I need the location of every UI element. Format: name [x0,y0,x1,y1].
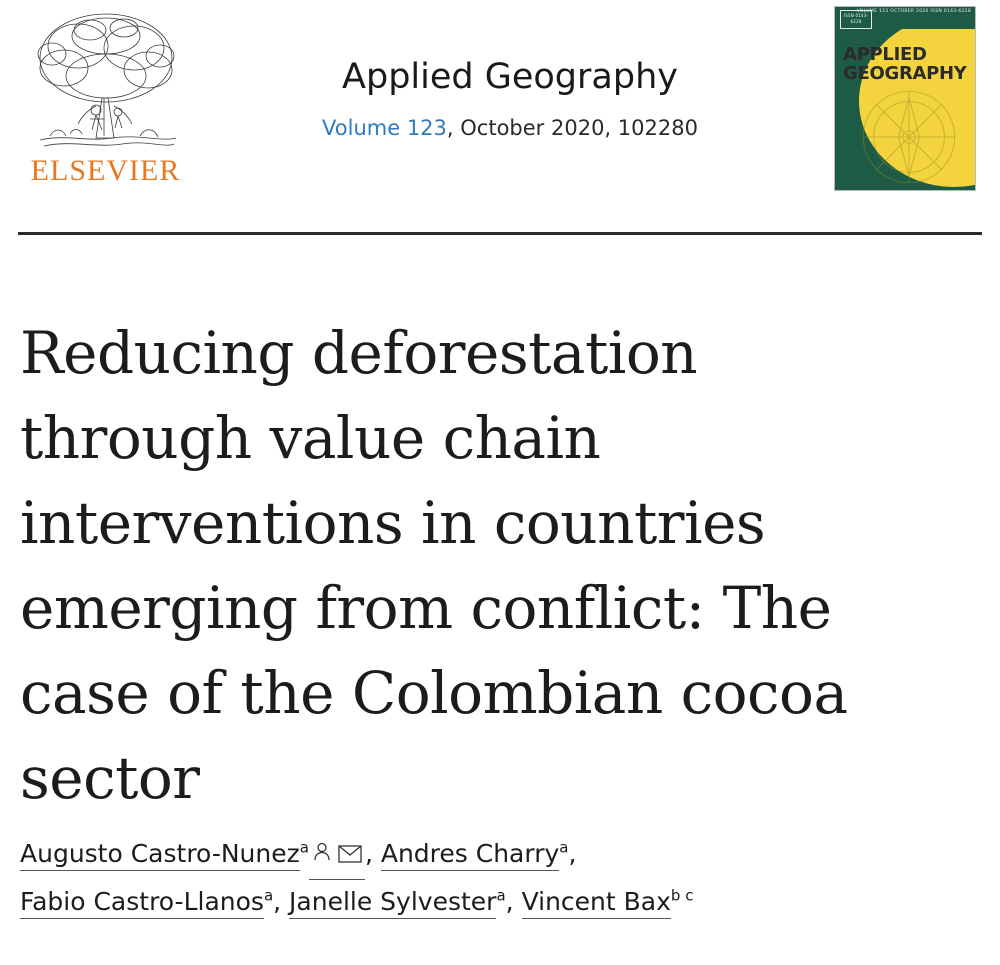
author-separator: , [273,887,290,916]
cover-title-line2: GEOGRAPHY [843,63,967,84]
elsevier-wordmark: ELSEVIER [30,154,181,187]
author-name[interactable]: Vincent Bax [522,887,671,919]
cover-issue-text: VOLUME 123 OCTOBER 2020 ISSN 0143-6228 [856,9,971,14]
journal-issue-date: , October 2020, 102280 [446,116,698,140]
compass-icon [857,85,961,189]
journal-volume-link[interactable]: Volume 123 [322,116,447,140]
author-profile-icon[interactable] [312,833,332,877]
author-separator: , [568,839,577,868]
journal-title[interactable]: Applied Geography [342,57,678,97]
author-item[interactable] [289,887,506,916]
author-name[interactable]: Augusto Castro-Nunez [20,839,300,871]
author-item[interactable] [20,839,365,868]
author-list [20,832,970,924]
author-item[interactable] [522,887,694,916]
author-affiliation: a [559,838,569,857]
author-separator: , [505,887,522,916]
author-affiliation: a [299,838,309,857]
elsevier-tree-logo-icon [18,6,193,158]
journal-issue-line [210,116,810,140]
author-item[interactable] [20,887,273,916]
author-name[interactable]: Andres Charry [381,839,559,871]
journal-info [210,56,810,140]
author-affiliation: a [263,886,274,905]
author-item[interactable] [381,839,569,868]
author-name[interactable]: Fabio Castro-Llanos [20,887,264,919]
page-title: Reducing deforestation through value chain interventions in countries emerging from conflict: The case of the Colombian cocoa sector [20,318,848,812]
author-affiliation: b c [670,886,694,905]
journal-header [0,0,1000,200]
header-divider [18,232,982,235]
elsevier-logo [18,6,193,196]
cover-title-line1: APPLIED [843,44,927,65]
journal-cover-thumbnail[interactable] [834,6,976,191]
author-contact-icons[interactable] [309,832,365,880]
cover-title [843,45,969,83]
author-email-icon[interactable] [338,833,362,877]
cover-publisher-mark: ISSN 0143-6228 [840,10,872,29]
author-affiliation: a [496,886,506,905]
author-separator: , [364,839,381,868]
author-name[interactable]: Janelle Sylvester [289,887,496,919]
